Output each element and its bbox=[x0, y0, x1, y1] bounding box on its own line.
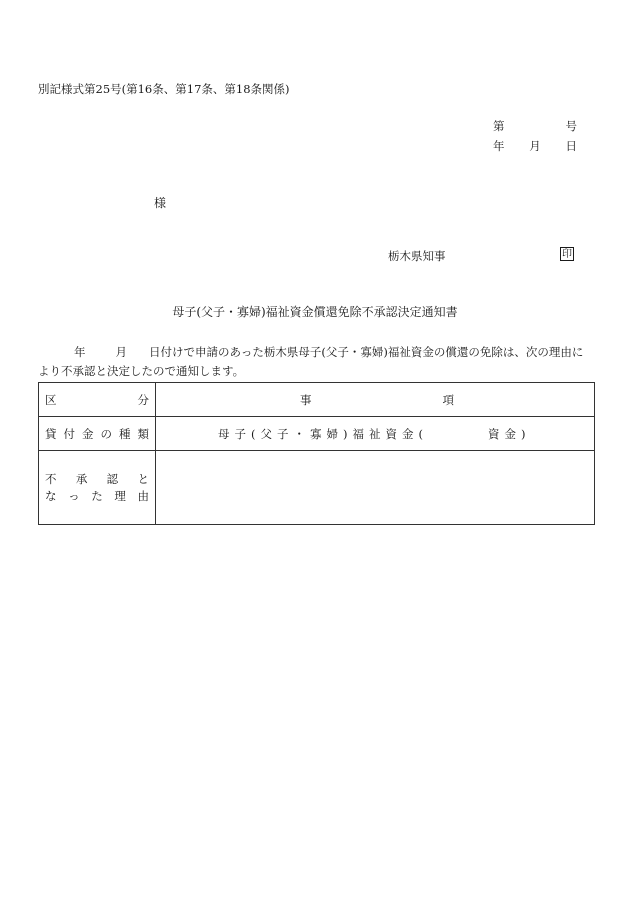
loan-type-label-4: 種 bbox=[119, 426, 131, 441]
table-header-row bbox=[39, 383, 595, 417]
issuer-name: 栃木県知事 bbox=[388, 249, 446, 263]
body-line-1 bbox=[38, 343, 598, 362]
reason-label-1-3: と bbox=[137, 471, 149, 486]
reason-label-2-0: な bbox=[45, 488, 57, 503]
loan-type-label-3: の bbox=[100, 426, 112, 441]
loan-type-label-1: 付 bbox=[63, 426, 75, 441]
reason-label-line-1 bbox=[45, 471, 149, 488]
loan-type-label-5: 類 bbox=[137, 426, 149, 441]
number-dai: 第 bbox=[493, 119, 505, 133]
reason-label-cell bbox=[39, 451, 156, 525]
loan-type-suffix: 資金) bbox=[487, 426, 531, 441]
reason-label-2-3: 理 bbox=[114, 488, 126, 503]
header-right-cell bbox=[156, 383, 595, 417]
loan-type-value: 母子(父子・寡婦)福祉資金( bbox=[218, 426, 428, 441]
document-title: 母子(父子・寡婦)福祉資金償還免除不承認決定通知書 bbox=[172, 305, 458, 319]
reason-label-line-2 bbox=[45, 488, 149, 505]
date-day: 日 bbox=[565, 139, 577, 153]
loan-type-row bbox=[39, 417, 595, 451]
issue-date-line bbox=[493, 138, 577, 154]
body-year: 年 bbox=[74, 345, 86, 359]
details-table bbox=[38, 382, 595, 525]
loan-type-value-cell bbox=[156, 417, 595, 451]
reason-label-2-2: た bbox=[91, 488, 103, 503]
body-month: 月 bbox=[115, 345, 127, 359]
loan-type-label-cell bbox=[39, 417, 156, 451]
seal-mark: 印 bbox=[562, 249, 572, 260]
header-left-cell bbox=[39, 383, 156, 417]
document-number-line bbox=[493, 118, 577, 134]
header-right-1: 項 bbox=[442, 392, 454, 407]
body-line1-rest: 日付けで申請のあった栃木県母子(父子・寡婦)福祉資金の償還の免除は、次の理由に bbox=[149, 345, 584, 359]
reason-label-2-1: っ bbox=[68, 488, 80, 503]
header-left-1: 分 bbox=[137, 392, 149, 407]
reason-label-1-0: 不 bbox=[45, 471, 57, 486]
reason-value-cell bbox=[156, 451, 595, 525]
form-label: 別記様式第25号(第16条、第17条、第18条関係) bbox=[38, 82, 290, 96]
body-line-2: より不承認と決定したので通知します。 bbox=[38, 364, 245, 378]
reason-row bbox=[39, 451, 595, 525]
header-right-0: 事 bbox=[300, 392, 312, 407]
reason-label-1-1: 承 bbox=[75, 471, 88, 486]
body-text bbox=[38, 343, 598, 381]
date-month: 月 bbox=[529, 139, 541, 153]
loan-type-label-2: 金 bbox=[82, 426, 94, 441]
number-go: 号 bbox=[565, 119, 577, 133]
addressee-honorific: 様 bbox=[154, 196, 167, 210]
loan-type-label-0: 貸 bbox=[45, 426, 57, 441]
reason-label-1-2: 認 bbox=[106, 471, 119, 486]
reason-label-2-4: 由 bbox=[137, 488, 149, 503]
date-year: 年 bbox=[493, 139, 505, 153]
header-left-0: 区 bbox=[45, 392, 57, 407]
